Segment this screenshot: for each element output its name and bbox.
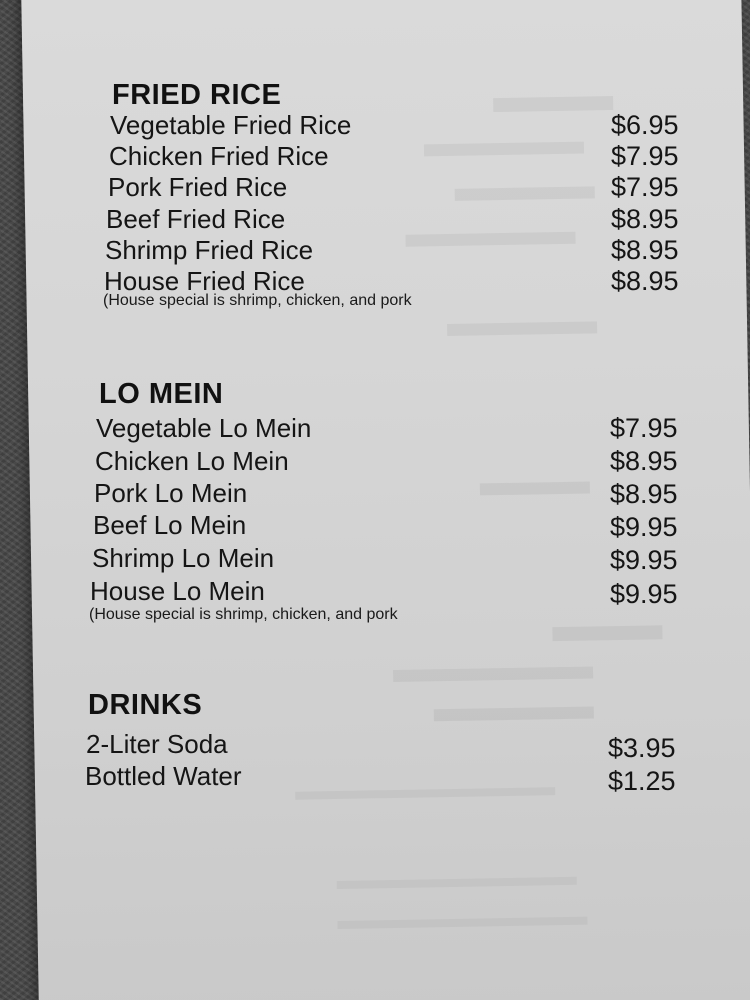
menu-item-name: Bottled Water bbox=[85, 761, 242, 791]
house-special-note: (House special is shrimp, chicken, and pork bbox=[103, 292, 412, 309]
menu-item-name: Vegetable Fried Rice bbox=[110, 110, 352, 140]
menu-item-price: $1.25 bbox=[608, 766, 676, 796]
menu-item-price: $9.95 bbox=[610, 579, 678, 609]
menu-item-name: Shrimp Fried Rice bbox=[105, 235, 314, 265]
menu-item-name: Pork Fried Rice bbox=[108, 172, 288, 202]
menu-item-price: $8.95 bbox=[610, 446, 678, 476]
menu-item-name: 2-Liter Soda bbox=[86, 729, 228, 759]
menu-item-price: $9.95 bbox=[610, 545, 678, 575]
section-title-drinks: DRINKS bbox=[88, 689, 203, 721]
menu-item-name: Shrimp Lo Mein bbox=[92, 543, 275, 573]
menu-item-name: Chicken Lo Mein bbox=[95, 446, 289, 476]
menu-item-price: $6.95 bbox=[611, 110, 679, 140]
menu-item-name: Beef Fried Rice bbox=[106, 204, 286, 234]
menu-item-name: Chicken Fried Rice bbox=[109, 141, 329, 171]
menu-item-price: $8.95 bbox=[611, 266, 679, 296]
menu-item-price: $9.95 bbox=[610, 512, 678, 542]
menu-item-name: Beef Lo Mein bbox=[93, 510, 247, 540]
menu-item-price: $8.95 bbox=[610, 479, 678, 509]
menu-item-name: House Fried Rice bbox=[104, 266, 305, 296]
menu-item-price: $7.95 bbox=[611, 172, 679, 202]
menu-item-name: Pork Lo Mein bbox=[94, 478, 248, 508]
menu-item-price: $8.95 bbox=[611, 235, 679, 265]
menu-item-price: $7.95 bbox=[610, 413, 678, 443]
menu-item-price: $8.95 bbox=[611, 204, 679, 234]
menu-item-price: $7.95 bbox=[611, 141, 679, 171]
menu-item-name: House Lo Mein bbox=[90, 576, 265, 606]
section-title-lo-mein: LO MEIN bbox=[99, 378, 224, 410]
section-title-fried-rice: FRIED RICE bbox=[112, 79, 282, 111]
house-special-note: (House special is shrimp, chicken, and pork bbox=[89, 606, 398, 623]
menu-item-name: Vegetable Lo Mein bbox=[96, 413, 312, 443]
menu-item-price: $3.95 bbox=[608, 733, 676, 763]
